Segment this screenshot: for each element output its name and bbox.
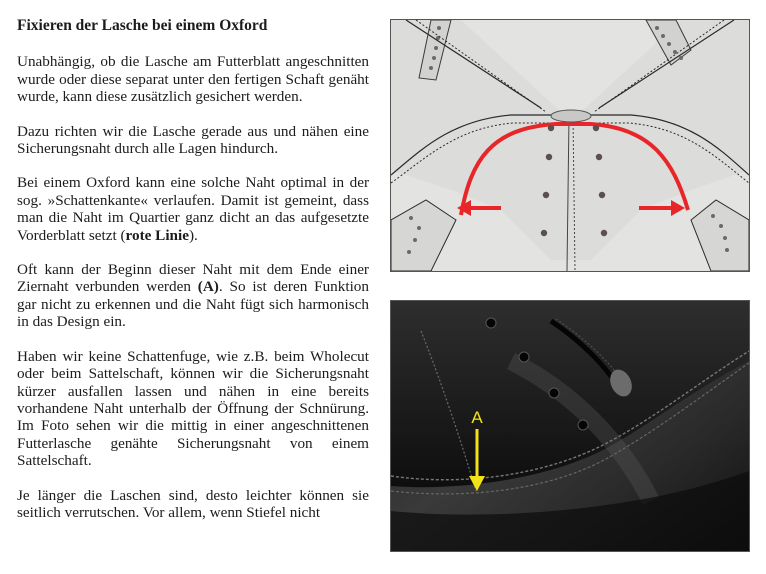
paragraph-3-end: ). xyxy=(188,226,198,244)
oxford-illustration xyxy=(391,20,749,271)
article-text-column xyxy=(17,17,369,538)
paragraph-4-bold: (A) xyxy=(197,278,219,296)
saddle-shoe-illustration xyxy=(391,301,749,551)
paragraph-2: Dazu richten wir die Lasche gerade aus und nähen eine Sicherungsnaht durch alle Lagen hindurch. xyxy=(17,122,369,158)
paragraph-5: Haben wir keine Schattenfuge, wie z.B. beim Wholecut oder beim Sattelschaft, können wir die Sicherungsnaht kürzer ausfallen lassen und nähen in eine bereits vorhandene Naht unterhalb der Öffnung der Schnürung. Im Foto sehen wir die mittig in einer angeschnittenen Futterlasche genähte Sicherungsnaht von einem Sattelschaft. xyxy=(17,347,369,470)
oxford-quarter-photo xyxy=(390,19,750,272)
arrow-label-a: A xyxy=(471,408,483,427)
paragraph-4-text: Oft kann der Beginn dieser Naht mit dem Ende einer Ziernaht verbunden werden xyxy=(17,261,369,296)
saddle-shoe-photo xyxy=(390,300,750,552)
paragraph-3-bold: rote Linie xyxy=(125,226,189,244)
paragraph-3 xyxy=(17,174,369,244)
paragraph-4-end: . So ist deren Funktion gar nicht zu erkennen und die Naht fügt sich harmonisch in das Design ein. xyxy=(17,278,369,331)
paragraph-6: Je länger die Laschen sind, desto leichter können sie seitlich verrutschen. Vor allem, wenn Stiefel nicht xyxy=(17,486,369,521)
article-title: Fixieren der Lasche bei einem Oxford xyxy=(17,17,268,34)
paragraph-3-text: Bei einem Oxford kann eine solche Naht optimal in der sog. »Schattenkante« verlaufen. Damit ist gemeint, dass man die Naht im Quartier ganz dicht an das aufgesetzte Vorderblatt setzt ( xyxy=(17,174,369,244)
paragraph-4 xyxy=(17,261,369,331)
paragraph-1: Unabhängig, ob die Lasche am Futterblatt angeschnitten wurde oder diese separat unter den fertigen Schaft genäht wurde, kann diese zusätzlich gesichert werden. xyxy=(17,53,369,106)
